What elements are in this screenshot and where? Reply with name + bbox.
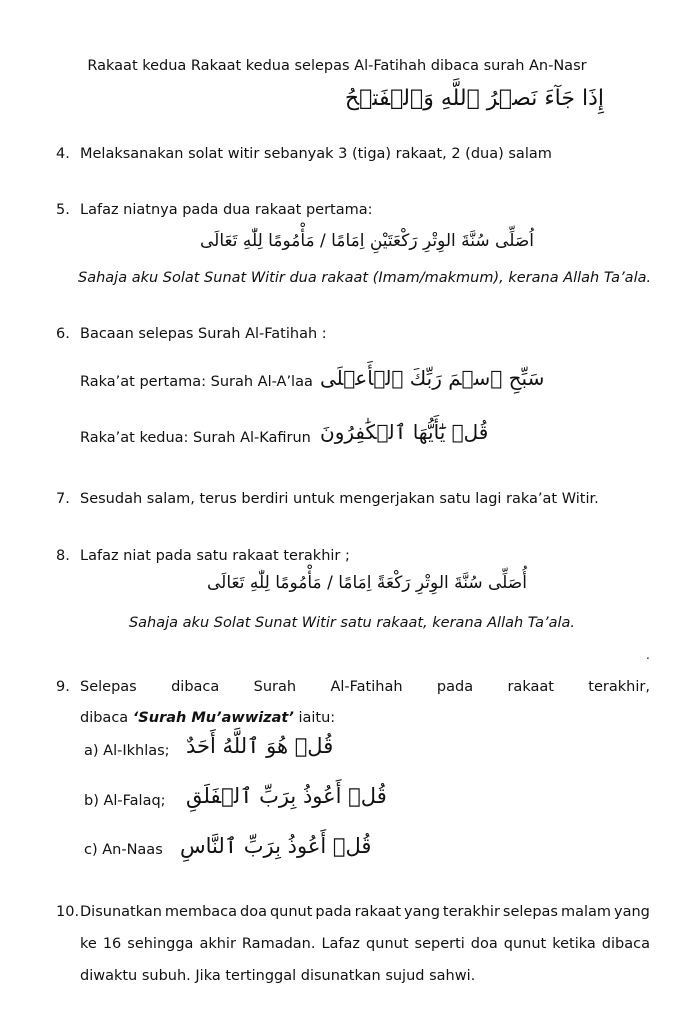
item-10-number: 10. [56,904,80,920]
word: Surah [253,679,297,695]
item-8-arabic: أُصَلِّى سُنَّةَ الوِتْرِ رَكْعَةً اِمَامًا / مَأْمُومًا لِلّٰهِ تَعَالَى [207,573,527,593]
item-9-suffix: iaitu: [293,710,336,726]
word: Disunatkan [80,904,162,920]
word: pada [315,904,352,920]
item-6-text: Bacaan selepas Surah Al-Fatihah : [80,326,327,342]
surah-a-arabic: قُلۡ هُوَ ٱللَّهُ أَحَدٌ [186,734,334,758]
word: doa [470,936,498,952]
item-5-arabic: اُصَلِّى سُنَّةَ الوِتْرِ رَكْعَتَيْنِ اِمَامًا / مَأْمُومًا لِلّٰهِ تَعَالَى [199,231,535,251]
item-5-translation: Sahaja aku Solat Sunat Witir dua rakaat (Imam/makmum), kerana Allah Ta’ala. [78,270,652,286]
word: pada [436,679,474,695]
item-9-line-2 [80,710,335,726]
item-8-translation: Sahaja aku Solat Sunat Witir satu rakaat, kerana Allah Ta’ala. [128,615,576,631]
item-7-number: 7. [56,491,70,507]
item-4-text: Melaksanakan solat witir sebanyak 3 (tiga) rakaat, 2 (dua) salam [80,146,552,162]
word: Lafaz [321,936,361,952]
word: yang [614,904,650,920]
word: yang [404,904,440,920]
item-9-line-1 [80,679,650,695]
surah-c-label: c) An-Naas [84,842,163,858]
word: qunut [269,904,313,920]
item-10-line-2 [80,936,650,952]
surah-muawwizat: ‘Surah Mu’awwizat’ [132,710,294,726]
item-6-row-1-arabic: سَبِّحِ ٱسۡمَ رَبِّكَ ٱلۡأَعۡلَى [320,366,545,390]
word: sehingga [127,936,194,952]
word: 16 [102,936,122,952]
word: qunut [366,936,409,952]
surah-a-label: a) Al-Ikhlas; [84,743,170,759]
item-6-row-2-arabic: قُلۡ يَٰٓأَيُّهَا ٱلۡكَٰفِرُونَ [320,420,489,444]
surah-c-arabic: قُلۡ أَعُوذُ بِرَبِّ ٱلنَّاسِ [180,834,372,858]
word: akhir [199,936,236,952]
word: Al-Fatihah [330,679,403,695]
stray-dot: . [646,648,650,662]
item-6-number: 6. [56,326,70,342]
item-5-text: Lafaz niatnya pada dua rakaat pertama: [80,202,373,218]
word: dibaca [171,679,220,695]
item-9-prefix: dibaca [80,710,133,726]
item-4-number: 4. [56,146,70,162]
item-9-number: 9. [56,679,70,695]
item-6-row-2-label: Raka’at kedua: Surah Al-Kafirun [80,430,311,446]
item-10-line-3: diwaktu subuh. Jika tertinggal disunatkan sujud sahwi. [80,968,476,984]
surah-b-arabic: قُلۡ أَعُوذُ بِرَبِّ ٱلۡفَلَقِ [186,784,387,808]
word: terakhir [442,904,500,920]
item-8-number: 8. [56,548,70,564]
word: rakaat [354,904,402,920]
word: selepas [502,904,558,920]
item-5-number: 5. [56,202,70,218]
word: Selepas [80,679,137,695]
surah-b-label: b) Al-Falaq; [84,793,166,809]
word: terakhir, [588,679,650,695]
header-arabic: إِذَا جَآءَ نَصۡرُ ٱللَّهِ وَٱلۡفَتۡحُ [344,86,604,111]
item-10-line-1 [80,904,650,920]
word: rakaat [507,679,554,695]
item-6-row-1-label: Raka’at pertama: Surah Al-A’laa [80,374,313,390]
word: Ramadan. [241,936,316,952]
word: doa [240,904,267,920]
item-7-text: Sesudah salam, terus berdiri untuk mengerjakan satu lagi raka’at Witir. [80,491,599,507]
word: ke [80,936,97,952]
header-line: Rakaat kedua Rakaat kedua selepas Al-Fatihah dibaca surah An-Nasr [87,58,587,74]
word: dibaca [601,936,650,952]
word: qunut [503,936,547,952]
word: malam [560,904,612,920]
item-8-text: Lafaz niat pada satu rakaat terakhir ; [80,548,350,564]
word: ketika [552,936,596,952]
word: membaca [164,904,238,920]
word: seperti [414,936,465,952]
